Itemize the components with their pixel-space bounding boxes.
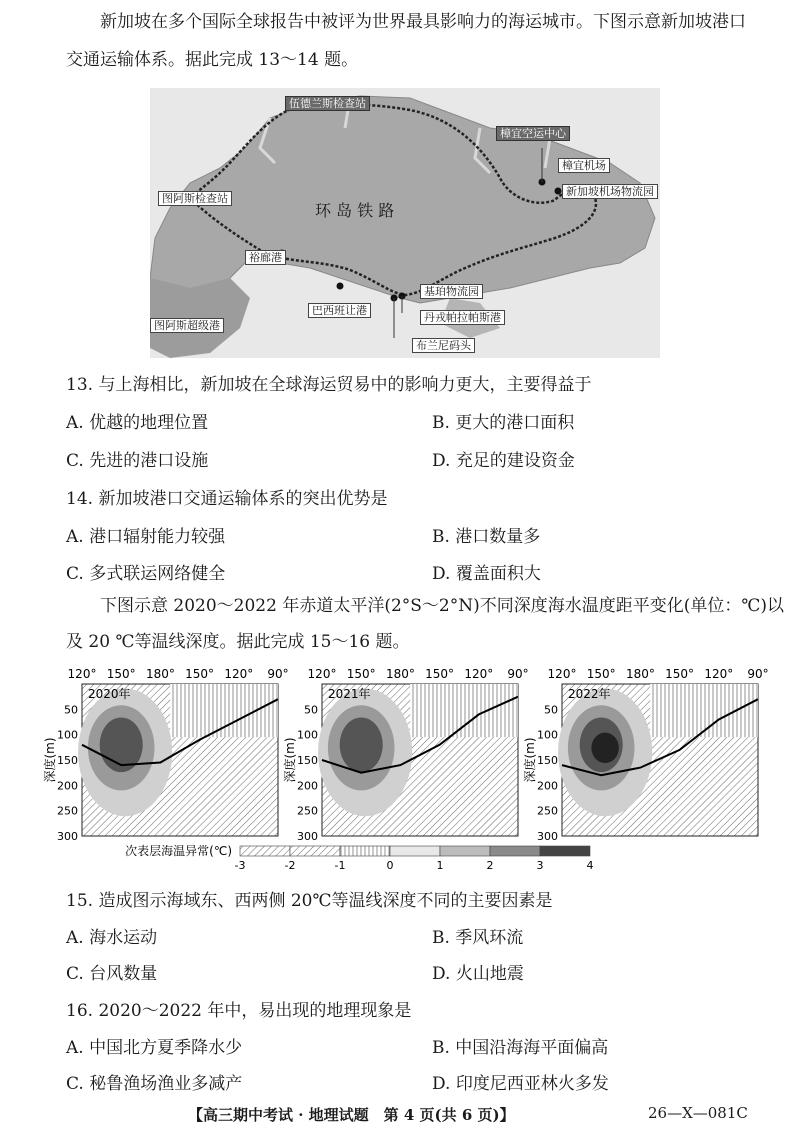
y-tick-label: 100: [537, 728, 558, 742]
x-tick-label: 90°: [747, 667, 769, 681]
page-code: 26—X—081C: [648, 1104, 748, 1122]
temperature-anomaly-charts: [40, 660, 780, 870]
legend-tick-label: 3: [536, 859, 544, 870]
legend-swatch: [240, 846, 290, 856]
q16-option-c[interactable]: C. 秘鲁渔场渔业多减产: [66, 1074, 243, 1094]
chart-panel-2: [282, 667, 529, 843]
y-tick-label: 150: [57, 754, 78, 767]
x-tick-label: 120°: [547, 667, 577, 681]
q16-option-a[interactable]: A. 中国北方夏季降水少: [66, 1038, 243, 1058]
x-tick-label: 150°: [346, 667, 376, 681]
y-tick-label: 150: [537, 754, 558, 767]
map-graphic: [150, 88, 660, 358]
legend-tick-label: 2: [486, 859, 494, 870]
label-changi-airport: 樟宜机场: [558, 158, 610, 173]
y-tick-label: 150: [297, 754, 318, 767]
x-tick-label: 120°: [307, 667, 337, 681]
page-footer: 【高三期中考试 · 地理试题 第 4 页(共 6 页)】: [188, 1106, 515, 1124]
y-tick-label: 200: [537, 779, 558, 793]
legend-tick-label: -2: [284, 859, 296, 870]
q16-stem: 16. 2020～2022 年中，易出现的地理现象是: [66, 1001, 412, 1021]
legend-swatch: [290, 846, 340, 856]
q15-option-c[interactable]: C. 台风数量: [66, 964, 158, 984]
singapore-map: [150, 88, 660, 358]
y-tick-label: 250: [537, 804, 558, 818]
anomaly-region-4: [591, 733, 618, 763]
x-tick-label: 120°: [67, 667, 97, 681]
y-tick-label: 300: [537, 830, 558, 843]
label-tuas-checkpoint: 图阿斯检查站: [158, 191, 232, 206]
legend-tick-label: 0: [386, 859, 394, 870]
y-tick-label: 50: [64, 703, 78, 717]
legend-swatch: [540, 846, 590, 856]
q13-option-a[interactable]: A. 优越的地理位置: [66, 413, 209, 433]
legend-title: 次表层海温异常(℃): [125, 844, 232, 858]
q13-option-c[interactable]: C. 先进的港口设施: [66, 451, 209, 471]
intro2-line-1: 下图示意 2020～2022 年赤道太平洋(2°S～2°N)不同深度海水温度距平变化(单位：℃)以: [100, 596, 785, 616]
y-tick-label: 250: [297, 804, 318, 818]
y-tick-label: 50: [544, 703, 558, 717]
legend-tick-label: -1: [334, 859, 346, 870]
changi-logistics-dot: [555, 188, 562, 195]
rail-label: 环 岛 铁 路: [315, 201, 395, 220]
x-tick-label: 90°: [507, 667, 529, 681]
x-tick-label: 180°: [625, 667, 655, 681]
label-brani: 布兰尼码头: [412, 338, 475, 353]
intro2-line-2: 及 20 ℃等温线深度。据此完成 15～16 题。: [66, 632, 410, 652]
chart-panel-1: [42, 667, 289, 843]
label-changi-air: 樟宜空运中心: [496, 126, 570, 141]
panel-year-label: 2022年: [568, 687, 611, 701]
y-tick-label: 100: [297, 728, 318, 742]
label-keppel: 基珀物流园: [420, 284, 483, 299]
panel-year-label: 2021年: [328, 687, 371, 701]
intro-line-2: 交通运输体系。据此完成 13～14 题。: [66, 50, 359, 70]
label-pasir: 巴西班让港: [308, 303, 371, 318]
q15-option-b[interactable]: B. 季风环流: [432, 928, 524, 948]
x-tick-label: 120°: [704, 667, 734, 681]
y-tick-label: 50: [304, 703, 318, 717]
vertical-hatch-region: [650, 684, 758, 737]
label-jurong: 裕廊港: [245, 250, 286, 265]
q14-option-a[interactable]: A. 港口辐射能力较强: [66, 527, 226, 547]
legend-swatch: [390, 846, 440, 856]
legend: [125, 843, 593, 870]
panel-year-label: 2020年: [88, 687, 131, 701]
vertical-hatch-region: [170, 684, 278, 737]
label-changi-logistics: 新加坡机场物流园: [562, 184, 658, 199]
legend-swatch: [340, 846, 390, 856]
label-tanjong: 丹戎帕拉帕斯港: [420, 310, 505, 325]
intro-line-1: 新加坡在多个国际全球报告中被评为世界最具影响力的海运城市。下图示意新加坡港口: [100, 12, 746, 32]
label-tuas-port: 图阿斯超级港: [150, 318, 224, 333]
y-tick-label: 100: [57, 728, 78, 742]
charts-svg: [40, 660, 780, 870]
x-tick-label: 180°: [385, 667, 415, 681]
x-tick-label: 150°: [425, 667, 455, 681]
x-tick-label: 120°: [464, 667, 494, 681]
chart-panel-3: [522, 667, 769, 843]
y-tick-label: 250: [57, 804, 78, 818]
y-axis-label: 深度(m): [283, 737, 297, 783]
legend-swatch: [490, 846, 540, 856]
legend-tick-label: 1: [436, 859, 444, 870]
q13-option-b[interactable]: B. 更大的港口面积: [432, 413, 575, 433]
x-tick-label: 150°: [665, 667, 695, 681]
q13-option-d[interactable]: D. 充足的建设资金: [432, 451, 575, 471]
q15-option-a[interactable]: A. 海水运动: [66, 928, 158, 948]
y-axis-label: 深度(m): [43, 737, 57, 783]
x-tick-label: 150°: [185, 667, 215, 681]
q14-option-b[interactable]: B. 港口数量多: [432, 527, 541, 547]
y-tick-label: 200: [57, 779, 78, 793]
x-tick-label: 150°: [586, 667, 616, 681]
y-tick-label: 300: [297, 830, 318, 843]
pasir-port-dot: [337, 283, 344, 290]
x-tick-label: 120°: [224, 667, 254, 681]
q14-option-d[interactable]: D. 覆盖面积大: [432, 564, 541, 584]
q15-option-d[interactable]: D. 火山地震: [432, 964, 524, 984]
x-tick-label: 90°: [267, 667, 289, 681]
q13-stem: 13. 与上海相比，新加坡在全球海运贸易中的影响力更大，主要得益于: [66, 375, 592, 395]
legend-tick-label: 4: [586, 859, 594, 870]
vertical-hatch-region: [410, 684, 518, 737]
q14-stem: 14. 新加坡港口交通运输体系的突出优势是: [66, 489, 388, 509]
x-tick-label: 180°: [145, 667, 175, 681]
legend-tick-label: -3: [234, 859, 246, 870]
y-axis-label: 深度(m): [523, 737, 537, 783]
x-tick-label: 150°: [106, 667, 136, 681]
q14-option-c[interactable]: C. 多式联运网络健全: [66, 564, 226, 584]
legend-swatch: [440, 846, 490, 856]
anomaly-region-3: [340, 717, 383, 772]
y-tick-label: 300: [57, 830, 78, 843]
q16-option-b[interactable]: B. 中国沿海海平面偏高: [432, 1038, 609, 1058]
q16-option-d[interactable]: D. 印度尼西亚林火多发: [432, 1074, 609, 1094]
q15-stem: 15. 造成图示海域东、西两侧 20℃等温线深度不同的主要因素是: [66, 891, 553, 911]
y-tick-label: 200: [297, 779, 318, 793]
label-woodlands: 伍德兰斯检查站: [285, 96, 370, 111]
